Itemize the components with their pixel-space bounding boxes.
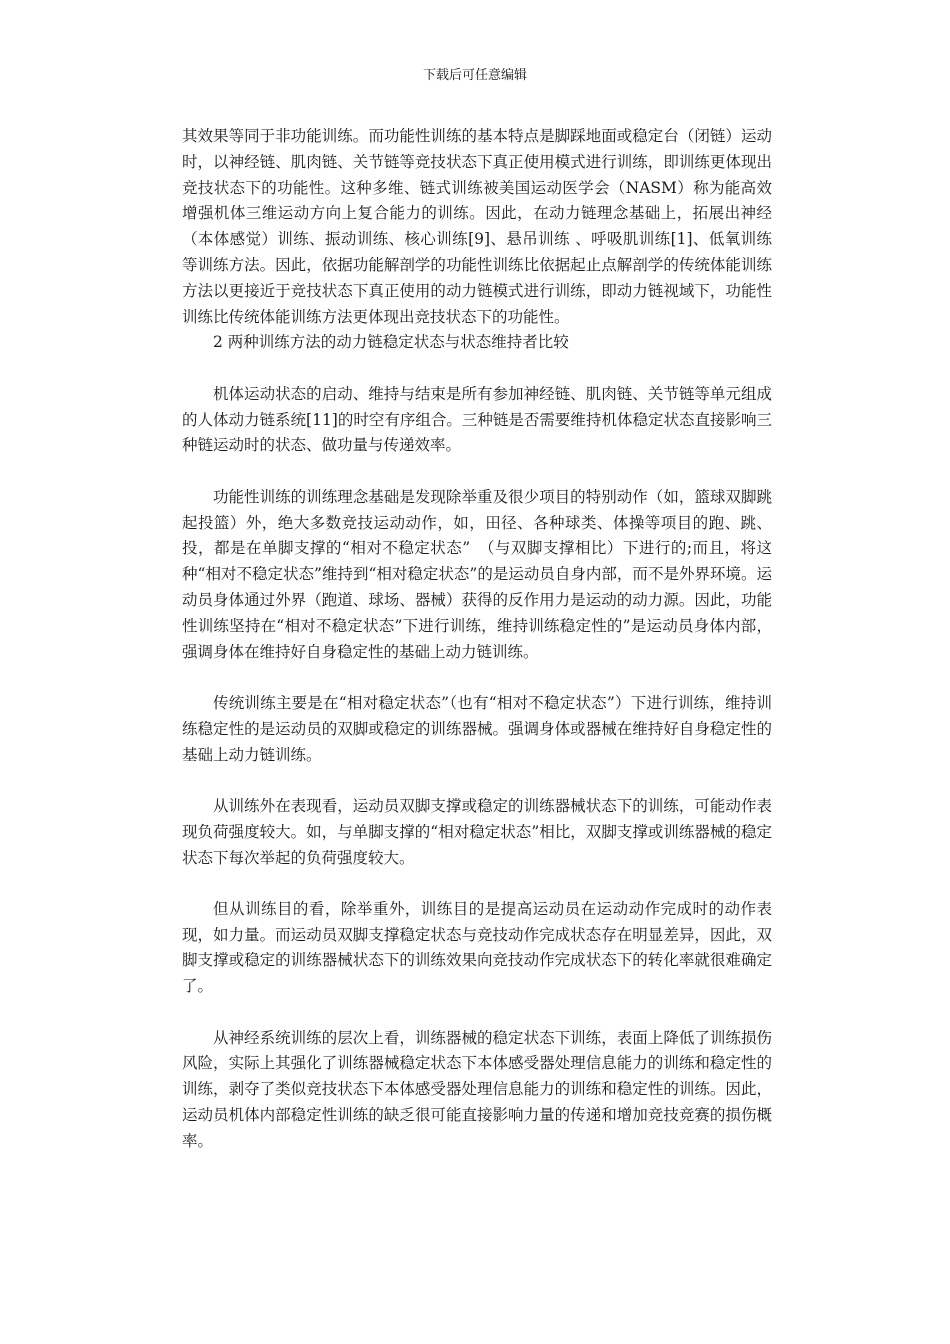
- paragraph: 但从训练目的看，除举重外，训练目的是提高运动员在运动动作完成时的动作表现，如力量。而运动员双脚支撑稳定状态与竞技动作完成状态存在明显差异，因此，双脚支撑或稳定的训练器械状态下的训练效果向竞技动作完成状态下的转化率就很难确定了。: [182, 899, 772, 996]
- paragraph: 机体运动状态的启动、维持与结束是所有参加神经链、肌肉链、关节链等单元组成的人体动力链系统[11]的时空有序组合。三种链是否需要维持机体稳定状态直接影响三种链运动时的状态、做功量与传递效率。: [182, 384, 772, 455]
- paragraph: 传统训练主要是在“相对稳定状态”（也有“相对不稳定状态”）下进行训练，维持训练稳定性的是运动员的双脚或稳定的训练器械。强调身体或器械在维持好自身稳定性的基础上动力链训练。: [182, 693, 772, 764]
- paragraph: 从神经系统训练的层次上看，训练器械的稳定状态下训练，表面上降低了训练损伤风险，实际上其强化了训练器械稳定状态下本体感受器处理信息能力的训练和稳定性的训练，剥夺了类似竞技状态下本体感受器处理信息能力的训练和稳定性的训练。因此，运动员机体内部稳定性训练的缺乏很可能直接影响力量的传递和增加竞技竞赛的损伤概率。: [182, 1028, 772, 1150]
- paragraph: 功能性训练的训练理念基础是发现除举重及很少项目的特别动作（如，篮球双脚跳起投篮）外，绝大多数竞技运动动作，如，田径、各种球类、体操等项目的跑、跳、投，都是在单脚支撑的“相对不稳定状态” （与双脚支撑相比）下进行的;而且，将这种“相对不稳定状态”维持到“相对稳定状态”的是运动员自身内部，而不是外界环境。运动员身体通过外界（跑道、球场、器械）获得的反作用力是运动的动力源。因此，功能性训练坚持在“相对不稳定状态”下进行训练，维持训练稳定性的”是运动员身体内部，强调身体在维持好自身稳定性的基础上动力链训练。: [182, 487, 772, 661]
- paragraph: 从训练外在表现看，运动员双脚支撑或稳定的训练器械状态下的训练，可能动作表现负荷强度较大。如，与单脚支撑的“相对稳定状态”相比，双脚支撑或训练器械的稳定状态下每次举起的负荷强度较大。: [182, 796, 772, 867]
- document-body: [182, 124, 772, 1155]
- section-heading: 2 两种训练方法的动力链稳定状态与状态维持者比较: [213, 333, 569, 352]
- page-header: 下载后可任意编辑: [422, 68, 527, 83]
- paragraph-continuation: 其效果等同于非功能训练。而功能性训练的基本特点是脚踩地面或稳定台（闭链）运动时，以神经链、肌肉链、关节链等竞技状态下真正使用模式进行训练，即训练更体现出竞技状态下的功能性。这种多维、链式训练被美国运动医学会（NASM）称为能高效增强机体三维运动方向上复合能力的训练。因此，在动力链理念基础上，拓展出神经（本体感觉）训练、振动训练、核心训练[9]、悬吊训练 、呼吸肌训练[1]、低氧训练等训练方法。因此，依据功能解剖学的功能性训练比依据起止点解剖学的传统体能训练方法以更接近于竞技状态下真正使用的动力链模式进行训练，即动力链视域下，功能性训练比传统体能训练方法更体现出竞技状态下的功能性。: [182, 127, 772, 326]
